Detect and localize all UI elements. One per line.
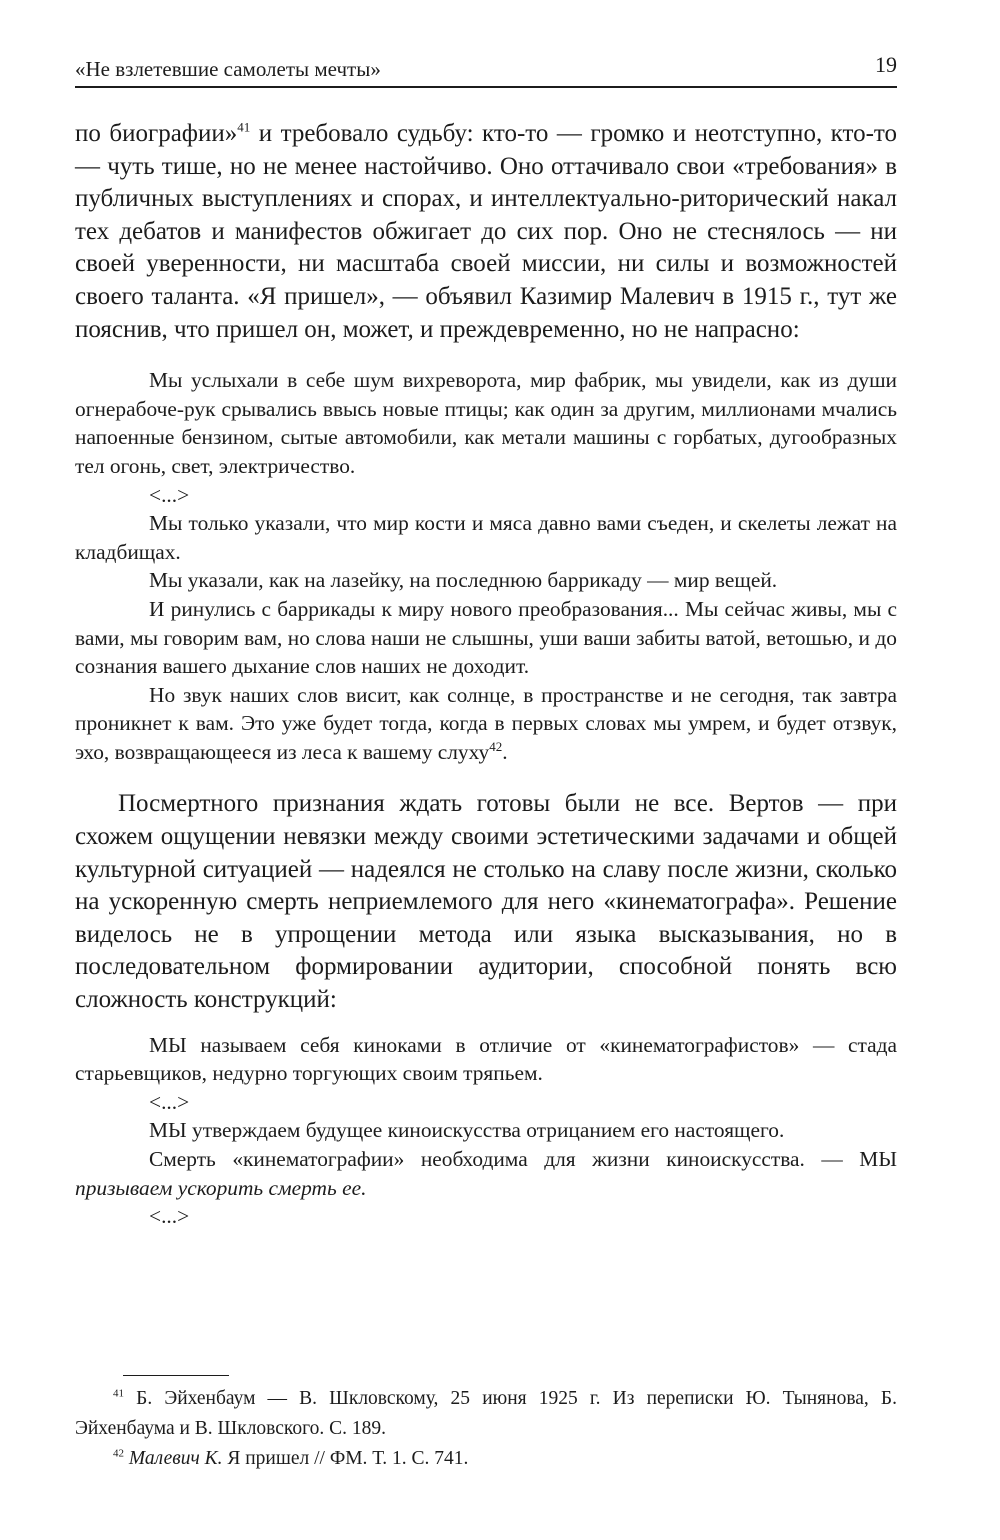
page-number: 19 (875, 52, 897, 77)
quote1-paragraph-1: Мы услыхали в себе шум вихреворота, мир фабрик, мы увидели, как из души огнерабоче-рук срывались ввысь новые птицы; как один за другим, миллионами мчались напоенные бензином, сытые автомобили, как метали машины с горбатых, дугообразных тел огонь, свет, электричество. (75, 368, 897, 478)
footnote-divider (123, 1375, 229, 1376)
footnote-42-number: 42 (113, 1447, 124, 1460)
paragraph-1 (75, 118, 897, 346)
quote1-ellipsis: <...> (149, 482, 190, 507)
paragraph-2: Посмертного признания ждать готовы были не все. Вертов — при схожем ощущении невязки между своими эстетическими задачами и общей культурной ситуацией — надеялся не столько на славу после жизни, сколько на ускоренную смерть неприемлемого для него «кинематографа». Решение виделось не в упрощении метода или языка высказывания, но в последовательном формировании аудитории, способной понять всю сложность конструкций: (75, 790, 897, 1014)
quote2-ellipsis-2: <...> (149, 1204, 190, 1229)
page-body (75, 118, 897, 1231)
quote1-paragraph-5-text: Но звук наших слов висит, как солнце, в пространстве и не сегодня, так завтра проникнет к вам. Это уже будет тогда, когда в первых словах мы умрем, и будет отзвук, эхо, возвращающееся из леса к вашему слуху (75, 682, 897, 764)
quote2-paragraph-3 (75, 1145, 897, 1202)
footnote-41-text: Б. Эйхенбаум — В. Шкловскому, 25 июня 1925 г. Из переписки Ю. Тынянова, Б. Эйхенбаума и В. Шкловского. С. 189. (75, 1388, 897, 1439)
quote1-paragraph-5 (75, 681, 897, 767)
vertov-quote (75, 1031, 897, 1231)
footnote-42 (75, 1444, 897, 1474)
footnote-41-number: 41 (113, 1387, 124, 1400)
malevich-quote (75, 366, 897, 766)
quote2-ellipsis-1: <...> (149, 1089, 190, 1114)
quote1-paragraph-4: И ринулись с баррикады к миру нового преобразования... Мы сейчас живы, мы с вами, мы говорим вам, но слова наши не слышны, уши ваши забиты ватой, ветошью, и до сознания вашего дыхание слов наших не доходит. (75, 596, 897, 679)
paragraph-1-rest: и требовало судьбу: кто-то — громко и неотступно, кто-то — чуть тише, но не менее настойчиво. Оно оттачивало свои «требования» в публичных выступлениях и спорах, и интеллектуально-риторический накал тех дебатов и манифестов обжигает до сих пор. Оно не стеснялось — ни своей уверенности, ни масштаба своей миссии, ни силы и возможностей своего таланта. «Я пришел», — объявил Казимир Малевич в 1915 г., тут же пояснив, что пришел он, может, и преждевременно, но не напрасно: (75, 120, 897, 343)
quote2-paragraph-3-text: Смерть «кинематографии» необходима для жизни киноискусства. — МЫ (149, 1147, 897, 1171)
footnote-ref-41: 41 (237, 119, 251, 135)
quote1-paragraph-5-end: . (502, 739, 508, 764)
quote2-paragraph-2: МЫ утверждаем будущее киноискусства отрицанием его настоящего. (149, 1118, 785, 1143)
running-header (75, 52, 897, 88)
quote2-italic-phrase: призываем ускорить смерть ее. (75, 1175, 367, 1200)
quote1-paragraph-2: Мы только указали, что мир кости и мяса давно вами съеден, и скелеты лежат на кладбищах. (75, 511, 897, 564)
footnote-42-author: Малевич К. (128, 1448, 223, 1469)
quote1-paragraph-3: Мы указали, как на лазейку, на последнюю баррикаду — мир вещей. (149, 568, 778, 593)
footnote-ref-42: 42 (489, 738, 503, 754)
footnote-41 (75, 1384, 897, 1444)
footnote-42-text: Я пришел // ФМ. Т. 1. С. 741. (222, 1448, 469, 1469)
running-title: «Не взлетевшие самолеты мечты» (75, 57, 381, 81)
footnotes (75, 1384, 897, 1474)
paragraph-1-start: по биографии» (75, 120, 238, 147)
quote2-paragraph-1: МЫ называем себя киноками в отличие от «кинематографистов» — стада старьевщиков, недурно торгующих своим тряпьем. (75, 1032, 897, 1086)
